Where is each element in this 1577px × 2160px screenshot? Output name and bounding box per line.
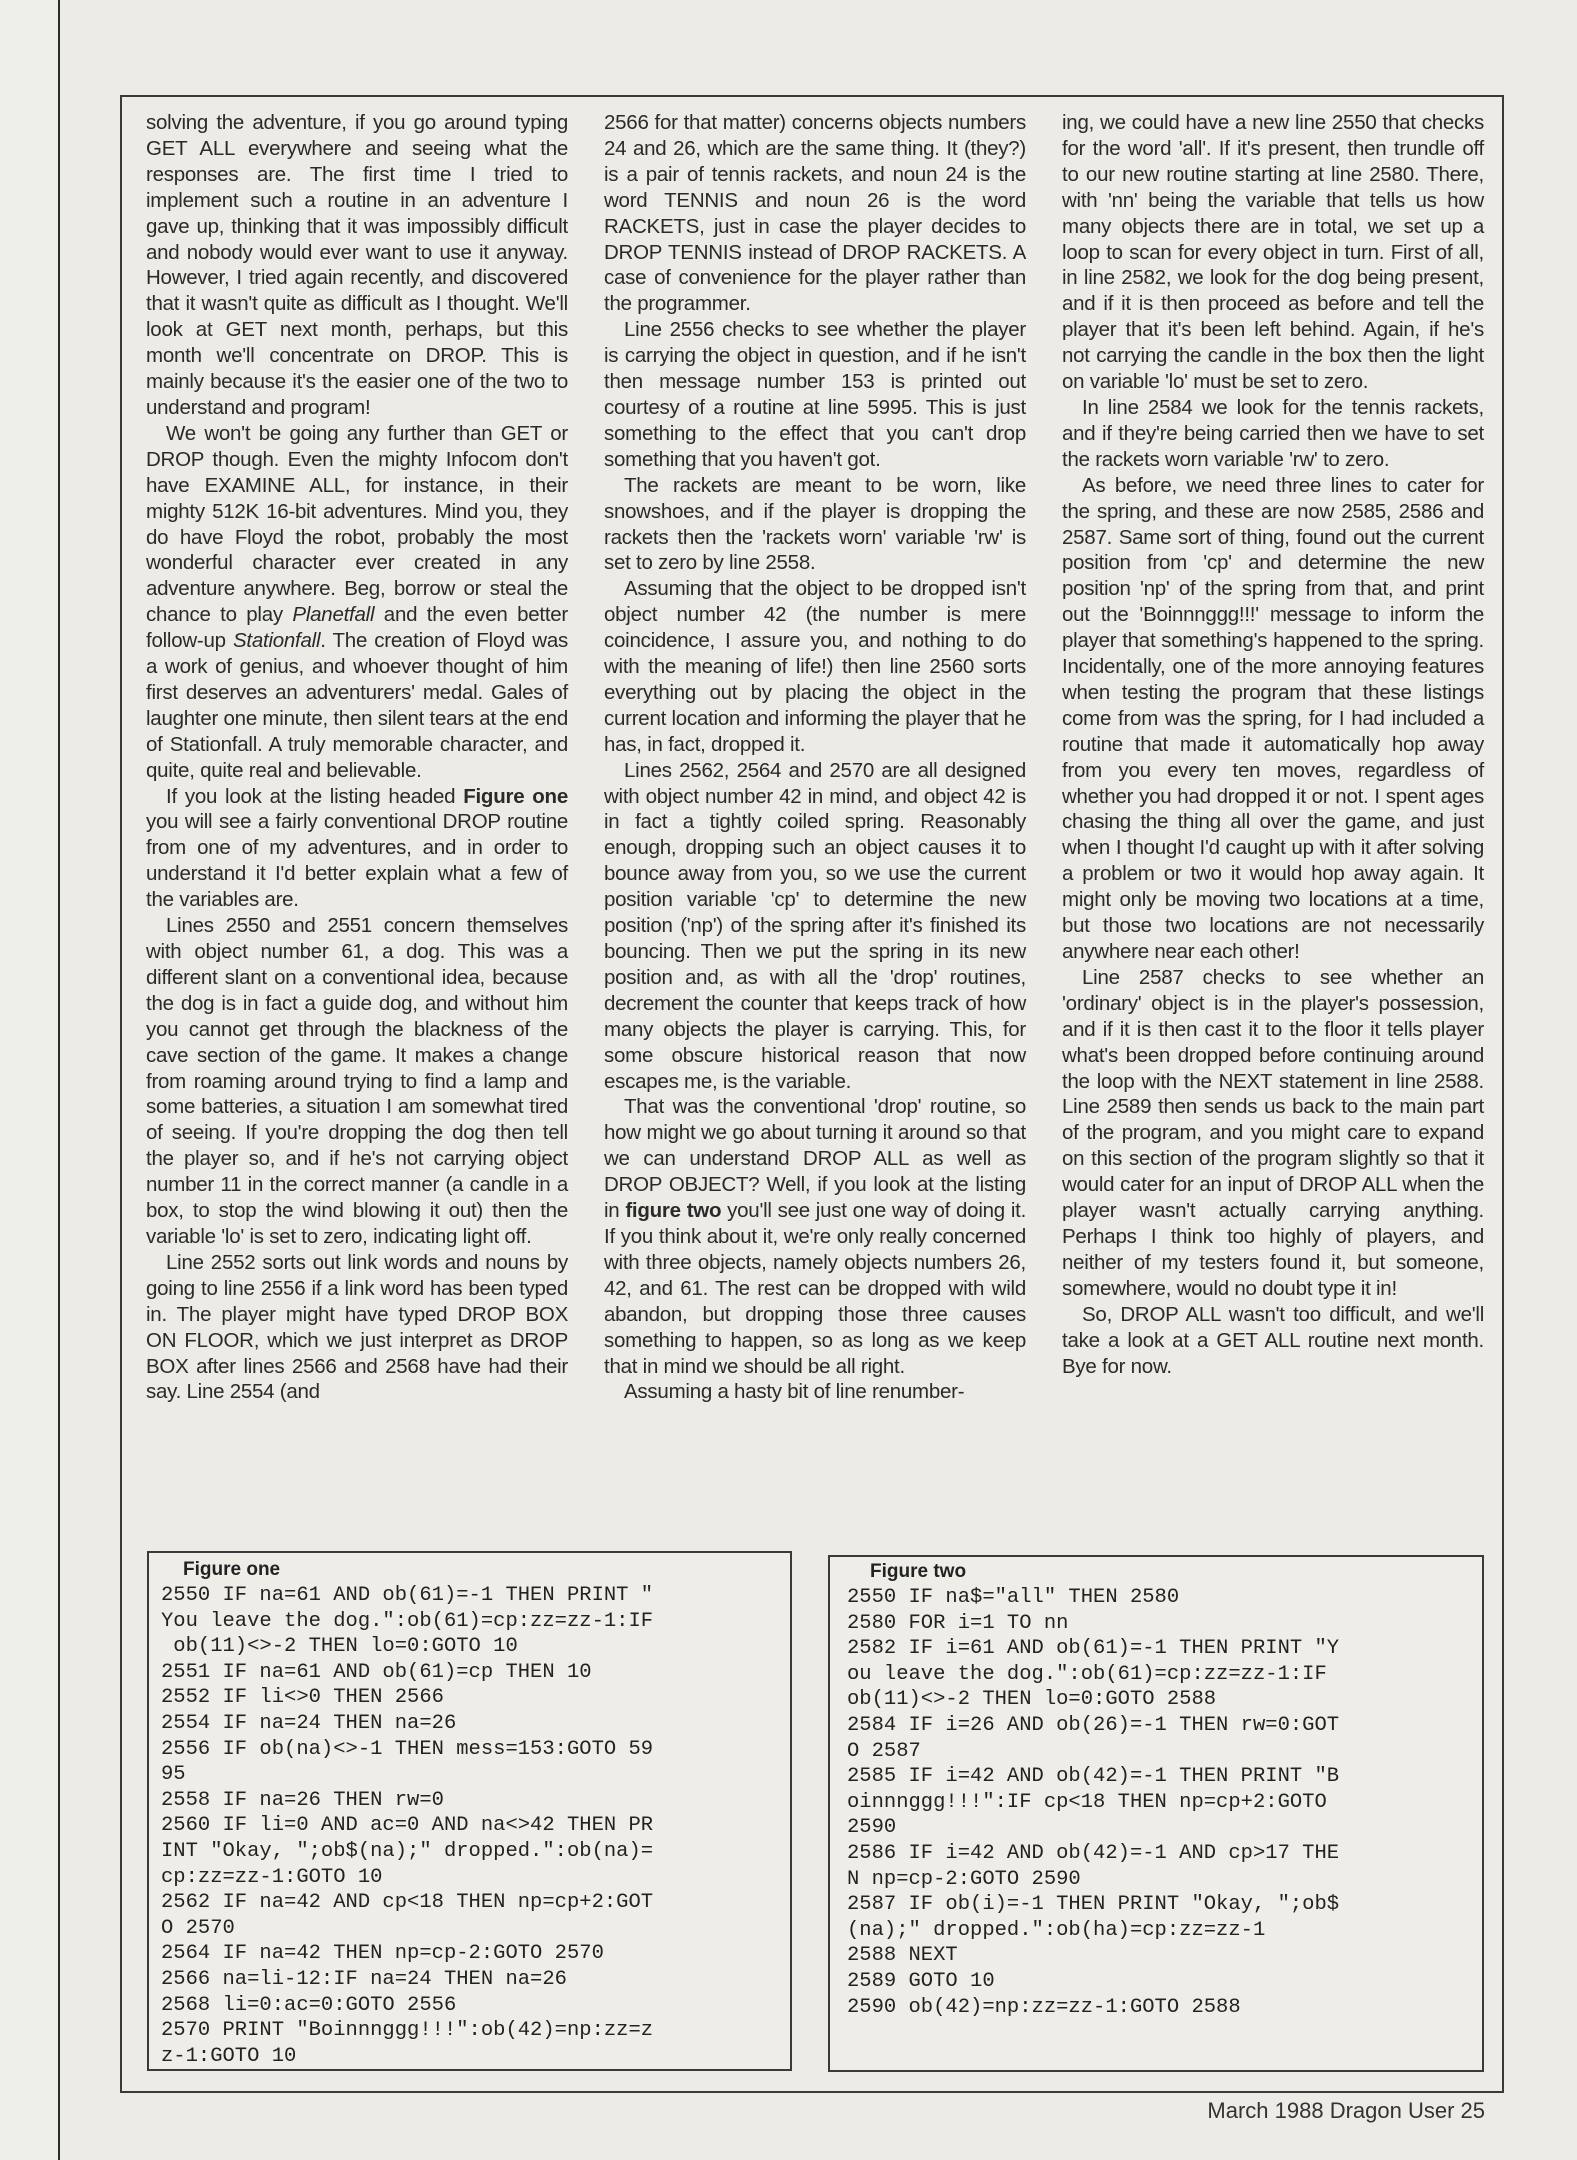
code-line: O 2570 (161, 1916, 235, 1940)
game-title-planetfall: Planetfall (292, 603, 375, 627)
code-line: 2582 IF i=61 AND ob(61)=-1 THEN PRINT "Y (847, 1637, 1340, 1661)
paragraph: As before, we need three lines to cater for the spring, and these are now 2585, 2586 and 2587. Same sort of thing, found out the current position from 'cp' and determine the new position 'np' of the spring from that, and print out the 'Boinnnggg!!!' message to inform the player that something's happened to the spring. Incidentally, one of the more annoying features when testing the program that these listings come from was the spring, for I had included a routine that made it automatically hop away from you every ten moves, regardless of whether you had dropped it or not. I spent ages chasing the thing all over the game, and just when I thought I'd caught up with it after solving a problem or two it would hop away again. It might only be moving two locations at a time, but those two locations are not necessarily anywhere near each other! (1062, 473, 1484, 963)
page-footer: March 1988 Dragon User 25 (1207, 2098, 1485, 2123)
code-line: 2550 IF na$="all" THEN 2580 (847, 1586, 1180, 1609)
code-line: You leave the dog.":ob(61)=cp:zz=zz-1:IF (161, 1609, 654, 1633)
article-column-2 (604, 110, 1026, 1405)
paragraph: So, DROP ALL wasn't too difficult, and we'll take a look at a GET ALL routine next month. Bye for now. (1062, 1302, 1484, 1378)
code-line: cp:zz=zz-1:GOTO 10 (161, 1865, 383, 1889)
article-column-3 (1062, 110, 1484, 1379)
code-line: ob(11)<>-2 THEN lo=0:GOTO 2588 (847, 1688, 1217, 1712)
code-line: z-1:GOTO 10 (161, 2044, 297, 2068)
article-column-1 (146, 110, 568, 1405)
paragraph: In line 2584 we look for the tennis rackets, and if they're being carried then we have to set the rackets worn variable 'rw' to zero. (1062, 395, 1484, 471)
figure-reference: Figure one (463, 784, 568, 808)
code-line: 2551 IF na=61 AND ob(61)=cp THEN 10 (161, 1660, 592, 1684)
text-run: That was the conventional 'drop' routine, so how might we go about turning it around so that we can understand DROP ALL as well as DROP OBJECT? Well, if you look at the listing in (604, 1095, 1026, 1223)
paragraph (604, 1094, 1026, 1379)
code-line: 2586 IF i=42 AND ob(42)=-1 AND cp>17 THE (847, 1841, 1340, 1865)
paragraph: ing, we could have a new line 2550 that checks for the word 'all'. If it's present, then trundle off to our new routine starting at line 2580. There, with 'nn' being the variable that tells us how many objects there are in total, we set up a loop to scan for every object in turn. First of all, in line 2582, we look for the dog being present, and if it is then proceed as before and tell the player that it's been left behind. Again, if he's not carrying the candle in the box then the light on variable 'lo' must be set to zero. (1062, 111, 1484, 394)
figure-two-listing (828, 1555, 1484, 2072)
code-line: INT "Okay, ";ob$(na);" dropped.":ob(na)= (161, 1839, 654, 1863)
paragraph (146, 421, 568, 784)
code-line: 2558 IF na=26 THEN rw=0 (161, 1788, 444, 1812)
figure-one-listing (147, 1551, 792, 2071)
code-line: ou leave the dog.":ob(61)=cp:zz=zz-1:IF (847, 1662, 1327, 1686)
text-run: If you look at the listing headed (166, 784, 464, 808)
code-line: 2564 IF na=42 THEN np=cp-2:GOTO 2570 (161, 1942, 604, 1966)
code-line: (na);" dropped.":ob(ha)=cp:zz=zz-1 (847, 1918, 1266, 1942)
code-line: 2590 ob(42)=np:zz=zz-1:GOTO 2588 (847, 1995, 1241, 2019)
paragraph: Assuming that the object to be dropped isn't object number 42 (the number is mere coincidence, I assure you, and nothing to do with the meaning of life!) then line 2560 sorts everything out by placing the object in the current location and informing the player that he has, in fact, dropped it. (604, 577, 1026, 756)
text-run: We won't be going any further than GET or DROP though. Even the mighty Infocom don't have EXAMINE ALL, for instance, in their mighty 512K 16-bit adventures. Mind you, they do have Floyd the robot, probably the most wonderful character ever created in any adventure anywhere. Beg, borrow or steal the chance to play (146, 421, 568, 627)
code-line: 2560 IF li=0 AND ac=0 AND na<>42 THEN PR (161, 1814, 654, 1838)
paragraph: 2566 for that matter) concerns objects numbers 24 and 26, which are the same thing. It (they?) is a pair of tennis rackets, and noun 24 is the word TENNIS and noun 26 is the word RACKETS, just in case the player decides to DROP TENNIS instead of DROP RACKETS. A case of convenience for the player rather than the programmer. (604, 111, 1026, 316)
paragraph (146, 784, 568, 914)
paragraph: Lines 2550 and 2551 concern themselves with object number 61, a dog. This was a different slant on a conventional idea, because the dog is in fact a guide dog, and without him you cannot get through the blackness of the cave section of the game. It makes a change from roaming around trying to find a lamp and some batteries, a situation I am somewhat tired of seeing. If you're dropping the dog then tell the player so, and if he's not carrying object number 11 in the correct manner (a candle in a box, to stop the wind blowing it out) then the variable 'lo' is set to zero, indicating light off. (146, 914, 568, 1248)
figure-title: Figure two (870, 1561, 967, 1582)
code-line: 2566 na=li-12:IF na=24 THEN na=26 (161, 1967, 567, 1991)
paragraph: The rackets are meant to be worn, like snowshoes, and if the player is dropping the rackets then the 'rackets worn' variable 'rw' is set to zero by line 2558. (604, 473, 1026, 575)
text-run: you will see a fairly conventional DROP routine from one of my adventures, and in order to understand it I'd better explain what a few of the variables are. (146, 810, 568, 912)
paragraph: Lines 2562, 2564 and 2570 are all designed with object number 42 in mind, and object 42 is in fact a tightly coiled spring. Reasonably enough, dropping such an object causes it to bounce away from you, so we use the current position variable 'cp' to determine the new position ('np') of the spring after it's finished its bouncing. Then we put the spring in its new position and, as with all the 'drop' routines, decrement the counter that keeps track of how many objects the player is carrying. This, for some obscure historical reason that now escapes me, is the variable. (604, 758, 1026, 1093)
code-listing (161, 1583, 653, 2069)
code-line: 2580 FOR i=1 TO nn (847, 1611, 1069, 1635)
figure-title: Figure one (183, 1559, 281, 1580)
code-line: 2587 IF ob(i)=-1 THEN PRINT "Okay, ";ob$ (847, 1893, 1340, 1917)
text-run: and the even better follow-up (146, 603, 568, 653)
paragraph: Line 2552 sorts out link words and nouns by going to line 2556 if a link word has been typed in. The player might have typed DROP BOX ON FLOOR, which we just interpret as DROP BOX after lines 2566 and 2568 have had their say. Line 2554 (and (146, 1250, 568, 1404)
figure-reference: figure two (625, 1199, 722, 1223)
code-line: 2590 (847, 1816, 897, 1840)
paragraph: Line 2556 checks to see whether the player is carrying the object in question, and if he isn't then message number 153 is printed out courtesy of a routine at line 5995. This is just something to the effect that you can't drop something that you haven't got. (604, 318, 1026, 471)
code-line: 2562 IF na=42 AND cp<18 THEN np=cp+2:GOT (161, 1891, 654, 1915)
code-line: 2556 IF ob(na)<>-1 THEN mess=153:GOTO 59 (161, 1737, 654, 1761)
code-line: ob(11)<>-2 THEN lo=0:GOTO 10 (161, 1635, 518, 1659)
code-line: O 2587 (847, 1739, 921, 1763)
code-line: oinnnggg!!!":IF cp<18 THEN np=cp+2:GOTO (847, 1790, 1327, 1814)
code-line: 2552 IF li<>0 THEN 2566 (161, 1686, 444, 1710)
code-listing (847, 1585, 1339, 2020)
code-line: 2584 IF i=26 AND ob(26)=-1 THEN rw=0:GOT (847, 1713, 1340, 1737)
paragraph: Line 2587 checks to see whether an 'ordinary' object is in the player's possession, and if it is then cast it to the floor it tells player what's been dropped before continuing around the loop with the NEXT statement in line 2588. Line 2589 then sends us back to the main part of the program, and you might care to expand on this section of the program slightly so that it would cater for an input of DROP ALL when the player wasn't actually carrying anything. Perhaps I think too highly of players, and neither of my testers found it, but someone, somewhere, would no doubt type it in! (1062, 965, 1484, 1300)
page-left-margin (0, 0, 60, 2160)
code-line: 2588 NEXT (847, 1944, 958, 1968)
code-line: 2589 GOTO 10 (847, 1969, 995, 1993)
code-line: N np=cp-2:GOTO 2590 (847, 1867, 1081, 1891)
code-line: 2570 PRINT "Boinnnggg!!!":ob(42)=np:zz=z (161, 2019, 654, 2043)
text-run: you'll see just one way of doing it. If you think about it, we're only really concerned with three objects, namely objects numbers 26, 42, and 61. The rest can be dropped with wild abandon, but dropping those three causes something to happen, so as long as we keep that in mind we should be all right. (604, 1199, 1027, 1378)
paragraph: Assuming a hasty bit of line renumber- (624, 1380, 965, 1404)
code-line: 2550 IF na=61 AND ob(61)=-1 THEN PRINT " (161, 1584, 654, 1607)
paragraph: solving the adventure, if you go around typing GET ALL everywhere and seeing what the responses are. The first time I tried to implement such a routine in an adventure I gave up, thinking that it was impossibly difficult and nobody would ever want to use it anyway. However, I tried again recently, and discovered that it wasn't quite as difficult as I thought. We'll look at GET next month, perhaps, but this month we'll concentrate on DROP. This is mainly because it's the easier one of the two to understand and program! (146, 111, 568, 419)
text-run: . The creation of Floyd was a work of genius, and whoever thought of him first deserves an adventurers' medal. Gales of laughter one minute, then silent tears at the end of Stationfall. A truly memorable character, and quite, quite real and believable. (146, 629, 568, 782)
code-line: 2585 IF i=42 AND ob(42)=-1 THEN PRINT "B (847, 1765, 1340, 1789)
game-title-stationfall: Stationfall (232, 629, 321, 653)
code-line: 2554 IF na=24 THEN na=26 (161, 1711, 457, 1735)
code-line: 95 (161, 1763, 186, 1787)
code-line: 2568 li=0:ac=0:GOTO 2556 (161, 1993, 457, 2017)
